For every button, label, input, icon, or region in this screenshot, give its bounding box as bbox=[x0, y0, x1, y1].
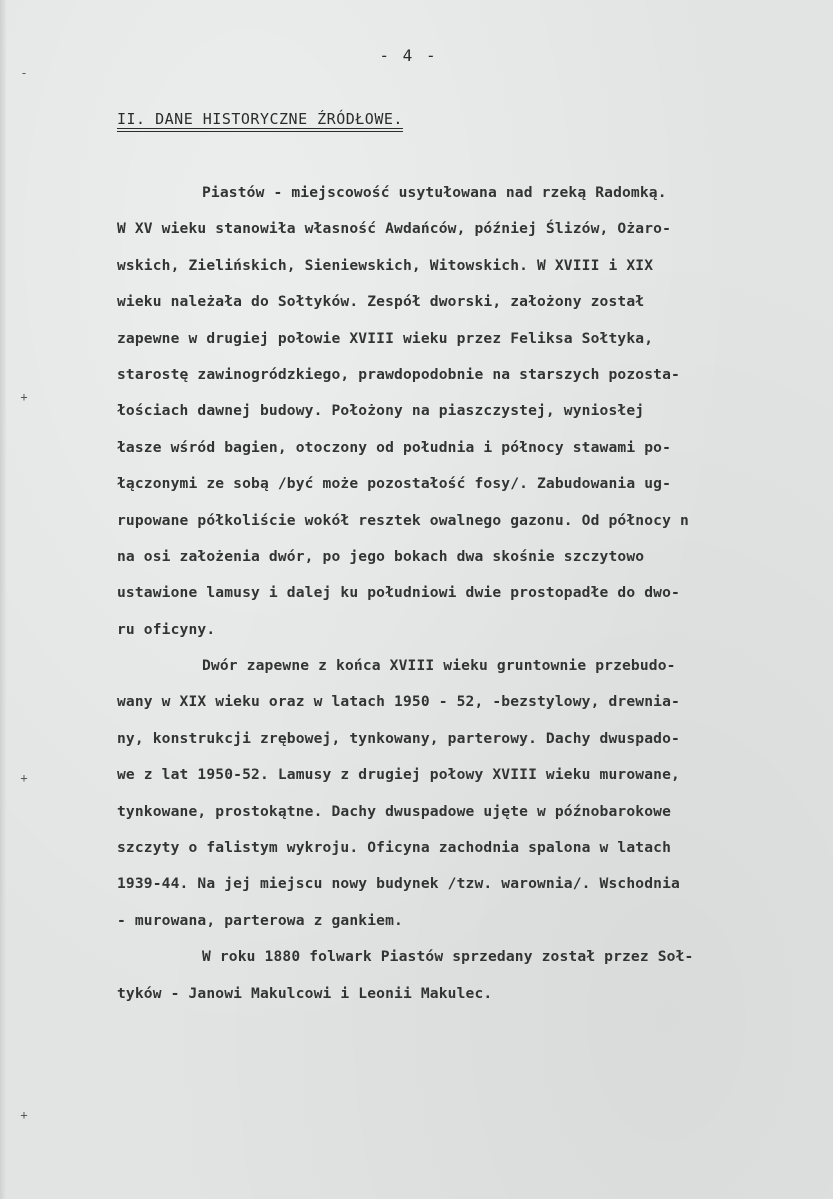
text-line: łasze wśród bagien, otoczony od południa i północy stawami po- bbox=[117, 438, 672, 456]
text-line: ny, konstrukcji zrębowej, tynkowany, parterowy. Dachy dwuspado- bbox=[117, 729, 680, 747]
margin-mark: - bbox=[20, 66, 28, 80]
text-line: - murowana, parterowa z gankiem. bbox=[117, 911, 403, 929]
text-line: wskich, Zielińskich, Sieniewskich, Witowskich. W XVIII i XIX bbox=[117, 256, 654, 274]
text-line: tyków - Janowi Makulcowi i Leonii Makulec. bbox=[117, 984, 493, 1002]
page-edge-shadow bbox=[0, 0, 6, 1199]
text-line: starostę zawinogródzkiego, prawdopodobnie na starszych pozosta- bbox=[117, 365, 680, 383]
section-heading: II. DANE HISTORYCZNE ŹRÓDŁOWE. bbox=[117, 110, 403, 128]
document-body bbox=[117, 175, 797, 1012]
margin-mark: + bbox=[20, 390, 28, 404]
text-line: W roku 1880 folwark Piastów sprzedany został przez Soł- bbox=[202, 948, 694, 966]
text-line: ru oficyny. bbox=[117, 620, 216, 638]
margin-mark: + bbox=[20, 771, 28, 785]
text-line: W XV wieku stanowiła własność Awdańców, później Ślizów, Ożaro- bbox=[117, 220, 672, 238]
text-line: łościach dawnej budowy. Położony na piaszczystej, wyniosłej bbox=[117, 402, 645, 420]
text-line: na osi założenia dwór, po jego bokach dwa skośnie szczytowo bbox=[117, 547, 645, 565]
text-line: Piastów - miejscowość usytułowana nad rzeką Radomką. bbox=[202, 184, 667, 201]
text-line: ustawione lamusy i dalej ku południowi dwie prostopadłe do dwo- bbox=[117, 584, 680, 602]
text-line: 1939-44. Na jej miejscu nowy budynek /tzw. warownia/. Wschodnia bbox=[117, 875, 680, 893]
text-line: wany w XIX wieku oraz w latach 1950 - 52, -bezstylowy, drewnia- bbox=[117, 693, 680, 711]
text-line: rupowane półkoliście wokół resztek owalnego gazonu. Od północy n bbox=[117, 511, 689, 529]
page-number: - 4 - bbox=[379, 46, 438, 65]
text-line: Dwór zapewne z końca XVIII wieku gruntownie przebudo- bbox=[202, 657, 676, 675]
text-line: wieku należała do Sołtyków. Zespół dworski, założony został bbox=[117, 293, 645, 311]
text-line: tynkowane, prostokątne. Dachy dwuspadowe ujęte w późnobarokowe bbox=[117, 802, 672, 820]
text-line: zapewne w drugiej połowie XVIII wieku przez Feliksa Sołtyka, bbox=[117, 329, 654, 347]
text-line: łączonymi ze sobą /być może pozostałość fosy/. Zabudowania ug- bbox=[117, 475, 672, 493]
text-line: we z lat 1950-52. Lamusy z drugiej połowy XVIII wieku murowane, bbox=[117, 766, 680, 784]
margin-mark: + bbox=[20, 1108, 28, 1122]
text-line: szczyty o falistym wykroju. Oficyna zachodnia spalona w latach bbox=[117, 839, 672, 857]
